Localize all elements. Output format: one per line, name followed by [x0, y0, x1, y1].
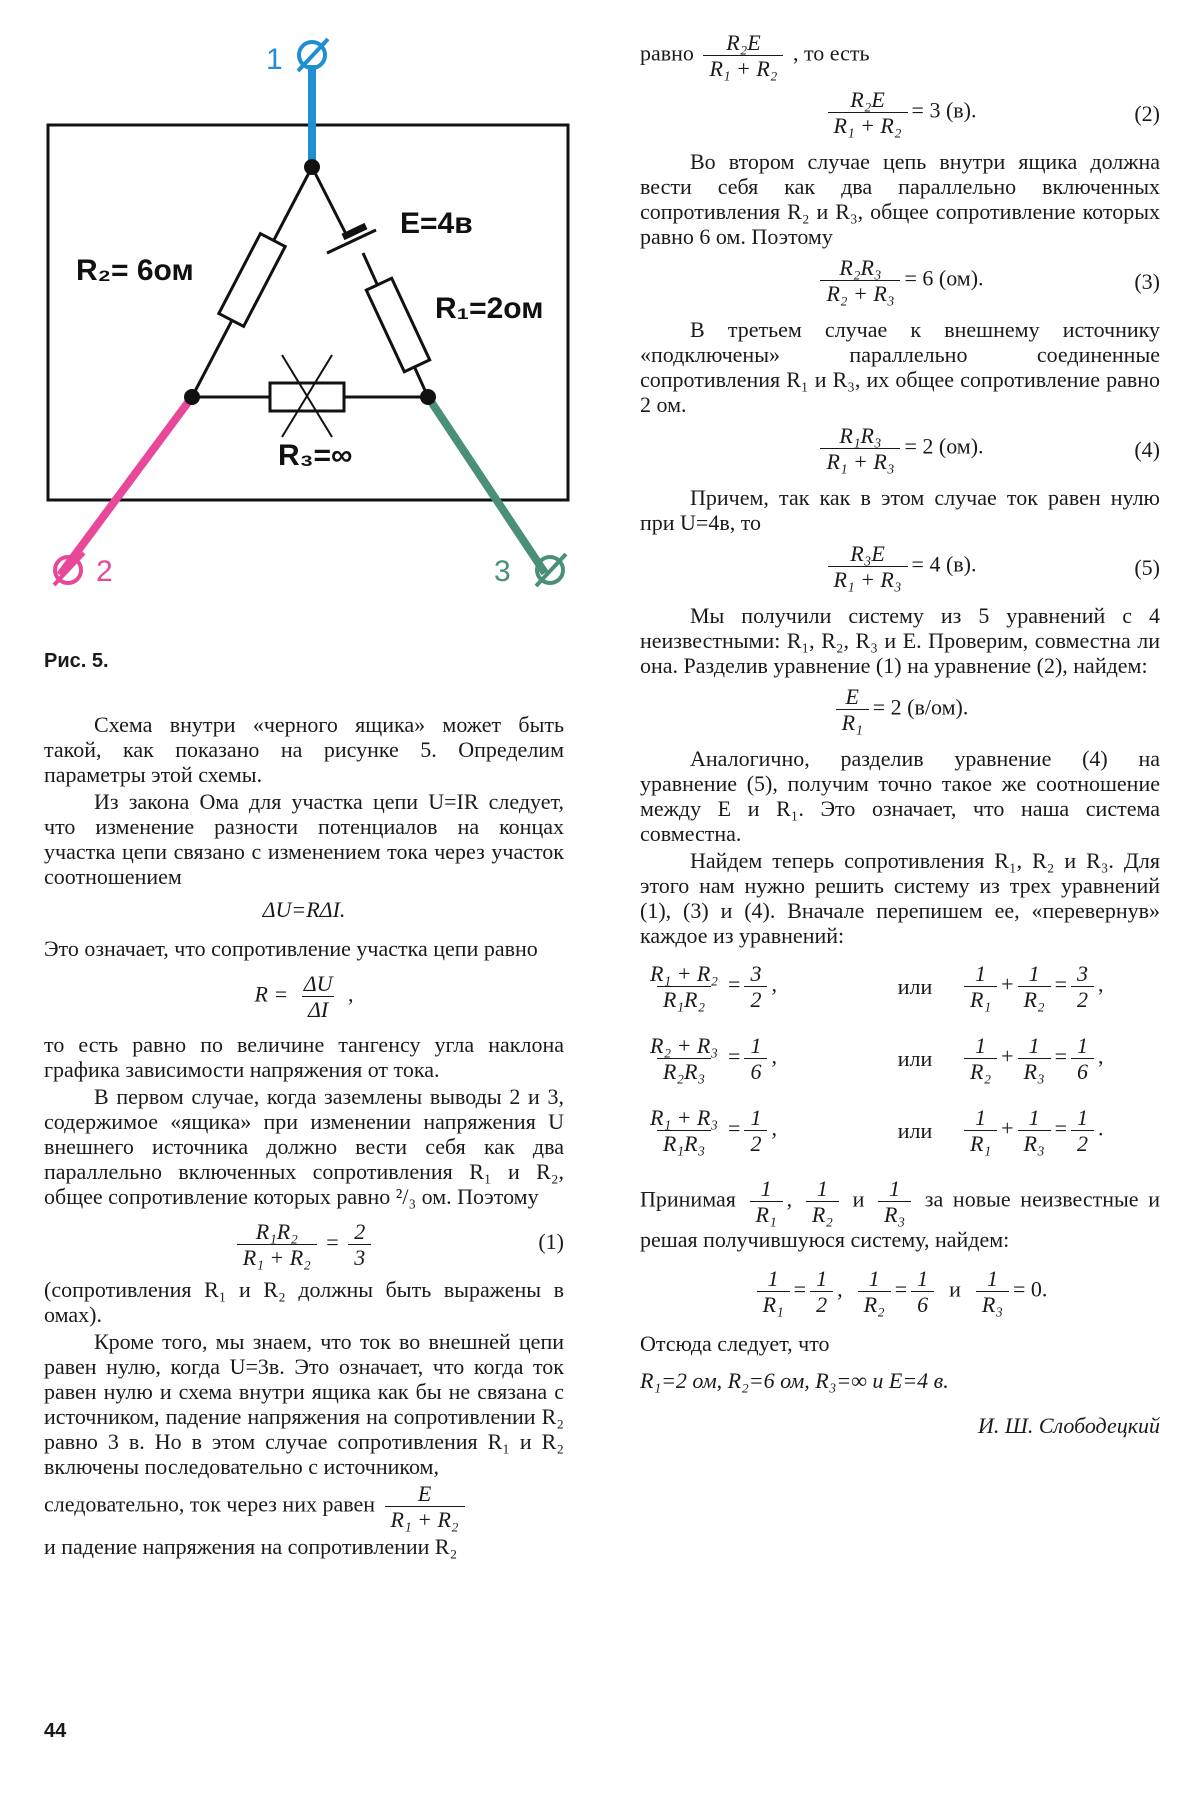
page-number: 44: [44, 1720, 67, 1742]
lead-2: [60, 397, 192, 575]
terminal-1-label: 1: [266, 43, 283, 76]
terminal-2-label: 2: [96, 555, 113, 588]
wire-right-a: [312, 167, 348, 238]
figure-caption: Рис. 5.: [44, 650, 109, 672]
left-p7: Кроме того, мы знаем, что ток во внешней цепи равен нулю, когда U=3в. Это означает, что когда ток равен нулю и схема внутри ящика как бы не связана с источником, падение напряжения на сопротивлении R₂ равно 3 в. Но в этом случае сопротивления R₁ и R₂ включены последовательно с источником,: [44, 1329, 564, 1479]
right-p6: Аналогично, разделив уравнение (4) на уравнение (5), получим точно такое же соотношение между E и R₁. Это означает, что наша система совместна.: [640, 746, 1160, 846]
right-p7: Найдем теперь сопротивления R₁, R₂ и R₃. Для этого нам нужно решить систему из трех уравнений (1), (3) и (4). Вначале перепишем ее, «перевернув» каждое из уравнений:: [640, 848, 1160, 948]
eq-ohm: ΔU=RΔI.: [262, 897, 346, 922]
right-column: [640, 30, 1160, 1440]
equation-6: $\frac{E}{\text{R₁}}$ = 2 (в/ом).: [640, 684, 1160, 740]
resistor-r2: [219, 234, 285, 327]
right-p8: Принимая $\frac{1}{\text{R₁}}$ , $\frac{1}{\text{R₂}}$ и $\frac{1}{\text{R₃}}$ за новые неизвестные и решая получившуюся систему, найдем:: [640, 1176, 1161, 1252]
equation-1: $\frac{\text{R₁R₂}}{\text{R₁ + R₂}}$ = $\frac{2}{3}$ (1): [44, 1215, 564, 1271]
left-column: [44, 712, 564, 1561]
right-p2: Во втором случае цепь внутри ящика должна вести себя как два параллельно включенных сопротивления R₂ и R₃, общее сопротивление которых равно 6 ом. Поэтому: [640, 149, 1160, 249]
resistor-r1: [366, 278, 429, 371]
author-signature: И. Ш. Слободецкий: [977, 1413, 1160, 1438]
right-p3: В третьем случае к внешнему источнику «подключены» параллельно соединенные сопротивления R₁ и R₃, их общее сопротивление равно 2 ом.: [640, 317, 1160, 417]
node-right: [420, 389, 436, 405]
equation-3: $\frac{\text{R₂R₃}}{\text{R₂ + R₃}}$ = 6 (ом). (3): [640, 255, 1160, 311]
system-row-3: $\frac{\text{R₁ + R₃}}{\text{R₁R₃}}$ = $\frac{1}{2}$ , или $\frac{1}{\text{R₁}}$ + $\frac{1}{\text{R₃}}$ = $\frac{1}{2}$ .: [650, 1104, 1104, 1156]
left-p6: (сопротивления R₁ и R₂ должны быть выражены в омах).: [44, 1277, 564, 1327]
label-e: E=4в: [400, 207, 473, 240]
eq-r: R = $\frac{\Delta U}{\Delta I}$ ,: [254, 971, 354, 1022]
label-r2: R₂= 6ом: [76, 254, 194, 287]
lead-3: [428, 397, 545, 573]
left-p9: и падение напряжения на сопротивлении R₂: [44, 1534, 458, 1559]
left-p2: Из закона Ома для участка цепи U=IR следует, что изменение разности потенциалов на концах участка цепи связано с изменением тока через участок соотношением: [44, 789, 564, 889]
left-p5: В первом случае, когда заземлены выводы 2 и 3, содержимое «ящика» при изменении напряжения U внешнего источника должно вести себя как два параллельно включенных сопротивления R₁ и R₂, общее сопротивление которых равно ²/₃ ом. Поэтому: [44, 1084, 564, 1209]
terminal-3-label: 3: [494, 555, 511, 588]
left-p8: следовательно, ток через них равен $\frac{E}{\text{R₁ + R₂}}$: [44, 1481, 564, 1532]
equation-2: $\frac{\text{R₂E}}{\text{R₁ + R₂}}$ = 3 (в). (2): [640, 87, 1160, 143]
circuit-diagram: [30, 25, 590, 605]
label-r3: R₃=∞: [278, 439, 353, 472]
left-p4: то есть равно по величине тангенсу угла наклона графика зависимости напряжения от тока.: [44, 1032, 564, 1082]
right-p9: Отсюда следует, что: [640, 1331, 830, 1356]
left-p1: Схема внутри «черного ящика» может быть такой, как показано на рисунке 5. Определим параметры этой схемы.: [44, 712, 564, 787]
node-left: [184, 389, 200, 405]
equation-4: $\frac{\text{R₁R₃}}{\text{R₁ + R₃}}$ = 2 (ом). (4): [640, 423, 1160, 479]
left-p3: Это означает, что сопротивление участка цепи равно: [44, 936, 538, 961]
right-p5: Мы получили систему из 5 уравнений с 4 неизвестными: R₁, R₂, R₃ и E. Проверим, совместна ли она. Разделив уравнение (1) на уравнение (2), найдем:: [640, 603, 1160, 678]
solution-line: $\frac{1}{\text{R₁}}$ = $\frac{1}{2}$ , $\frac{1}{\text{R₂}}$ = $\frac{1}{6}$ и $\frac{1}{\text{R₃}}$ = 0.: [640, 1266, 1160, 1317]
label-r1: R₁=2ом: [435, 292, 544, 325]
system-row-1: $\frac{\text{R₁ + R₂}}{\text{R₁R₂}}$ = $\frac{3}{2}$ , или $\frac{1}{\text{R₁}}$ + $\frac{1}{\text{R₂}}$ = $\frac{3}{2}$ ,: [650, 960, 1104, 1012]
right-p1: равно $\frac{\text{R₂E}}{\text{R₁ + R₂}}$ , то есть: [640, 30, 870, 81]
node-top: [304, 159, 320, 175]
result-line: R₁=2 ом, R₂=6 ом, R₃=∞ и E=4 в.: [640, 1368, 949, 1393]
system-row-2: $\frac{\text{R₂ + R₃}}{\text{R₂R₃}}$ = $\frac{1}{6}$ , или $\frac{1}{\text{R₂}}$ + $\frac{1}{\text{R₃}}$ = $\frac{1}{6}$ ,: [650, 1032, 1104, 1084]
equation-5: $\frac{\text{R₃E}}{\text{R₁ + R₃}}$ = 4 (в). (5): [640, 541, 1160, 597]
right-p4: Причем, так как в этом случае ток равен нулю при U=4в, то: [640, 485, 1160, 535]
